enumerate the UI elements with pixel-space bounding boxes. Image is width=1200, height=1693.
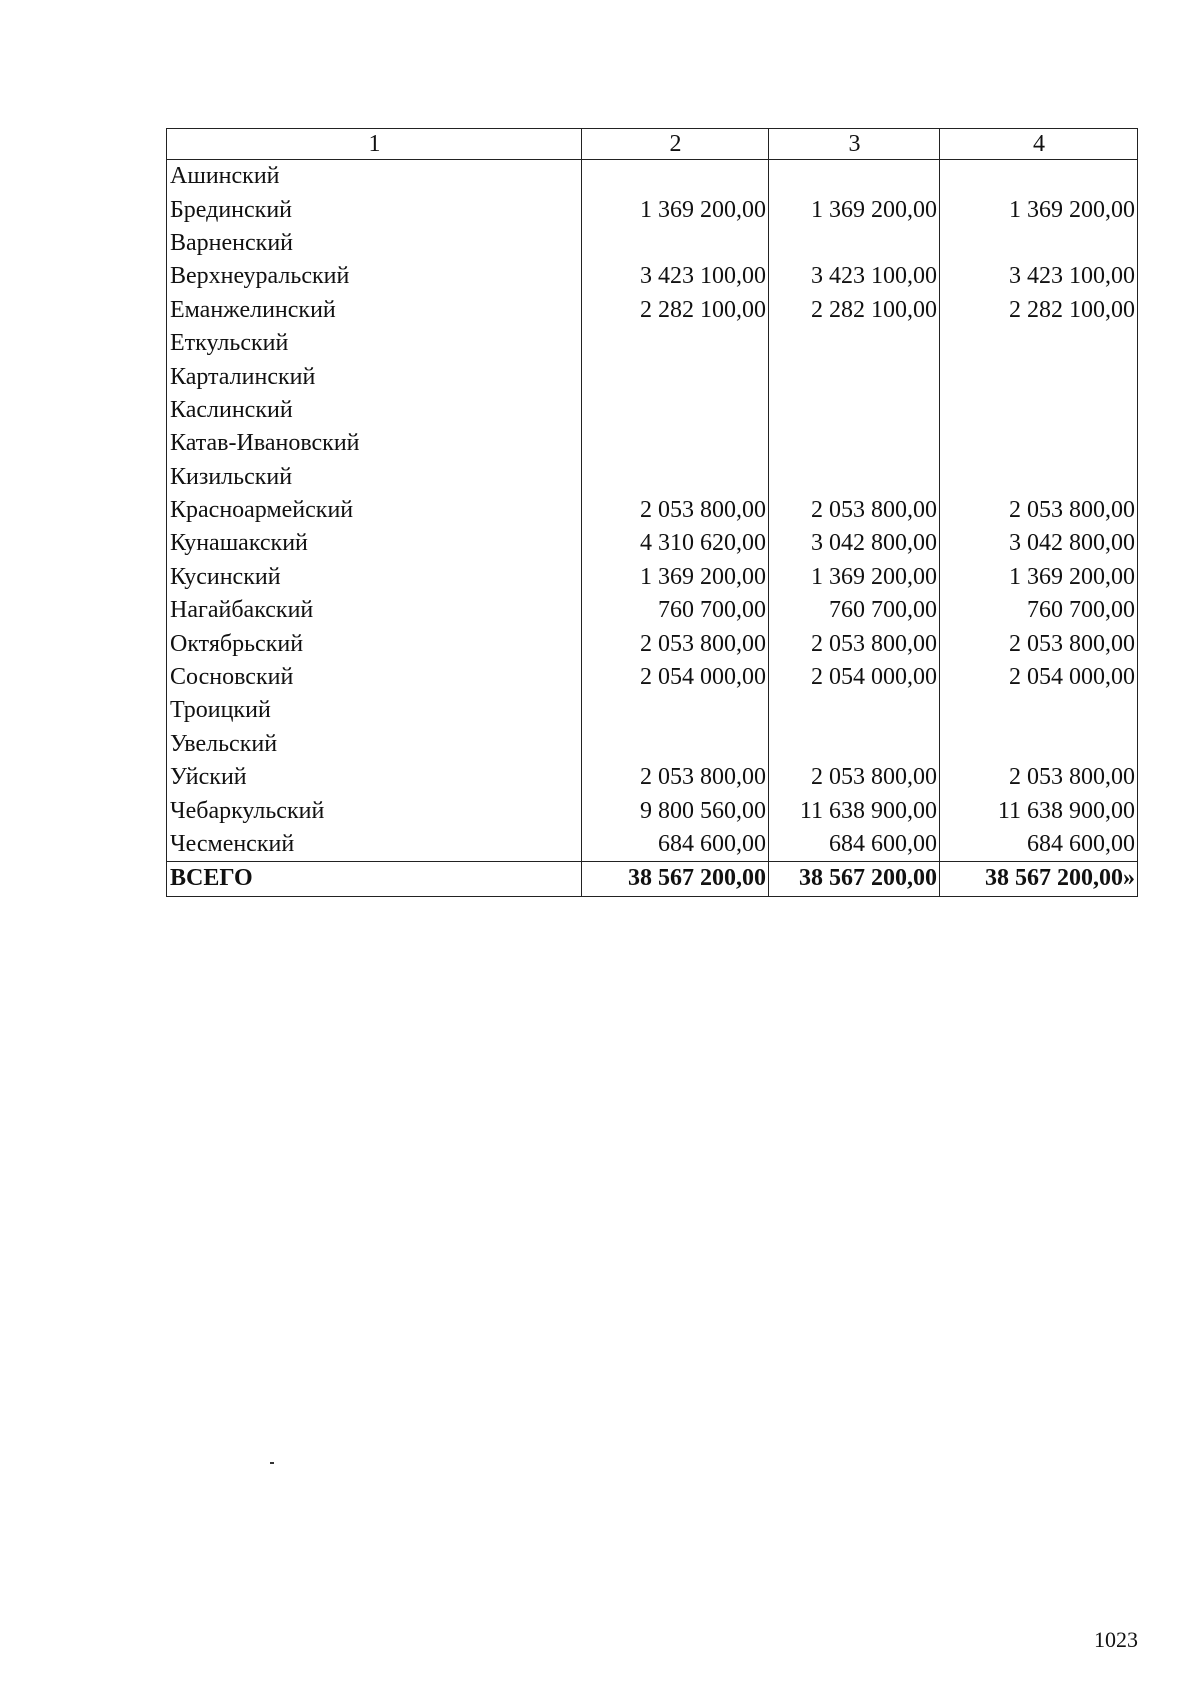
value-cell-col2 <box>582 327 769 360</box>
value-cell-col2 <box>582 461 769 494</box>
table-row <box>167 761 1138 794</box>
value-cell-col4: 2 282 100,00 <box>940 294 1138 327</box>
district-name-cell: Чебаркульский <box>167 794 582 827</box>
value-cell-col2 <box>582 160 769 194</box>
table-row <box>167 327 1138 360</box>
district-name-cell: Нагайбакский <box>167 594 582 627</box>
allocation-table-container <box>166 128 1137 897</box>
value-cell-col4: 3 042 800,00 <box>940 527 1138 560</box>
value-cell-col4 <box>940 327 1138 360</box>
value-cell-col3: 1 369 200,00 <box>769 193 940 226</box>
value-cell-col3: 1 369 200,00 <box>769 561 940 594</box>
value-cell-col4: 684 600,00 <box>940 828 1138 862</box>
value-cell-col2: 2 053 800,00 <box>582 761 769 794</box>
value-cell-col3 <box>769 327 940 360</box>
district-name-cell: Красноармейский <box>167 494 582 527</box>
table-row <box>167 561 1138 594</box>
table-row <box>167 193 1138 226</box>
table-body <box>167 160 1138 862</box>
table-row <box>167 728 1138 761</box>
value-cell-col4: 760 700,00 <box>940 594 1138 627</box>
district-name-cell: Кунашакский <box>167 527 582 560</box>
table-header <box>167 129 1138 160</box>
table-row <box>167 227 1138 260</box>
district-name-cell: Еманжелинский <box>167 294 582 327</box>
value-cell-col3: 2 053 800,00 <box>769 627 940 660</box>
value-cell-col3: 2 053 800,00 <box>769 494 940 527</box>
value-cell-col3: 2 282 100,00 <box>769 294 940 327</box>
value-cell-col3: 11 638 900,00 <box>769 794 940 827</box>
value-cell-col2: 760 700,00 <box>582 594 769 627</box>
value-cell-col4 <box>940 394 1138 427</box>
value-cell-col2 <box>582 360 769 393</box>
district-name-cell: Катав-Ивановский <box>167 427 582 460</box>
table-row <box>167 527 1138 560</box>
value-cell-col3 <box>769 728 940 761</box>
district-name-cell: Брединский <box>167 193 582 226</box>
value-cell-col4 <box>940 461 1138 494</box>
value-cell-col4 <box>940 227 1138 260</box>
district-name-cell: Карталинский <box>167 360 582 393</box>
district-name-cell: Уйский <box>167 761 582 794</box>
value-cell-col4 <box>940 728 1138 761</box>
value-cell-col4 <box>940 160 1138 194</box>
value-cell-col3: 760 700,00 <box>769 594 940 627</box>
value-cell-col3 <box>769 394 940 427</box>
column-header-3: 3 <box>769 129 940 160</box>
table-row <box>167 461 1138 494</box>
district-name-cell: Чесменский <box>167 828 582 862</box>
value-cell-col4 <box>940 360 1138 393</box>
value-cell-col2: 1 369 200,00 <box>582 193 769 226</box>
value-cell-col2 <box>582 427 769 460</box>
district-name-cell: Сосновский <box>167 661 582 694</box>
column-header-4: 4 <box>940 129 1138 160</box>
value-cell-col2: 2 054 000,00 <box>582 661 769 694</box>
table-row <box>167 160 1138 194</box>
header-row <box>167 129 1138 160</box>
value-cell-col4: 11 638 900,00 <box>940 794 1138 827</box>
district-name-cell: Кусинский <box>167 561 582 594</box>
value-cell-col2: 684 600,00 <box>582 828 769 862</box>
value-cell-col3 <box>769 694 940 727</box>
value-cell-col3 <box>769 461 940 494</box>
district-name-cell: Варненский <box>167 227 582 260</box>
district-name-cell: Ашинский <box>167 160 582 194</box>
value-cell-col4: 2 054 000,00 <box>940 661 1138 694</box>
value-cell-col3 <box>769 160 940 194</box>
column-header-2: 2 <box>582 129 769 160</box>
table-row <box>167 494 1138 527</box>
district-name-cell: Увельский <box>167 728 582 761</box>
column-header-1: 1 <box>167 129 582 160</box>
value-cell-col2: 2 053 800,00 <box>582 494 769 527</box>
table-row <box>167 828 1138 862</box>
table-footer <box>167 862 1138 896</box>
total-cell-col3: 38 567 200,00 <box>769 862 940 896</box>
value-cell-col2 <box>582 227 769 260</box>
value-cell-col4 <box>940 427 1138 460</box>
value-cell-col2 <box>582 694 769 727</box>
total-cell-col4: 38 567 200,00» <box>940 862 1138 896</box>
page-number: 1023 <box>1094 1627 1138 1652</box>
scan-speck <box>270 1462 274 1464</box>
value-cell-col2: 2 053 800,00 <box>582 627 769 660</box>
value-cell-col2 <box>582 394 769 427</box>
value-cell-col4: 2 053 800,00 <box>940 761 1138 794</box>
table-row <box>167 694 1138 727</box>
value-cell-col3: 3 423 100,00 <box>769 260 940 293</box>
district-name-cell: Еткульский <box>167 327 582 360</box>
district-name-cell: Троицкий <box>167 694 582 727</box>
value-cell-col3 <box>769 427 940 460</box>
value-cell-col4: 3 423 100,00 <box>940 260 1138 293</box>
value-cell-col3 <box>769 227 940 260</box>
table-row <box>167 627 1138 660</box>
table-row <box>167 294 1138 327</box>
value-cell-col3: 684 600,00 <box>769 828 940 862</box>
value-cell-col4: 2 053 800,00 <box>940 494 1138 527</box>
value-cell-col3: 3 042 800,00 <box>769 527 940 560</box>
value-cell-col2: 1 369 200,00 <box>582 561 769 594</box>
value-cell-col4: 1 369 200,00 <box>940 561 1138 594</box>
table-row <box>167 661 1138 694</box>
table-row <box>167 394 1138 427</box>
district-name-cell: Каслинский <box>167 394 582 427</box>
allocation-table <box>166 128 1138 897</box>
value-cell-col2 <box>582 728 769 761</box>
table-row <box>167 794 1138 827</box>
value-cell-col3 <box>769 360 940 393</box>
value-cell-col3: 2 054 000,00 <box>769 661 940 694</box>
value-cell-col2: 4 310 620,00 <box>582 527 769 560</box>
district-name-cell: Октябрьский <box>167 627 582 660</box>
table-row <box>167 260 1138 293</box>
value-cell-col4: 1 369 200,00 <box>940 193 1138 226</box>
value-cell-col2: 9 800 560,00 <box>582 794 769 827</box>
value-cell-col2: 3 423 100,00 <box>582 260 769 293</box>
value-cell-col4 <box>940 694 1138 727</box>
total-row <box>167 862 1138 896</box>
table-row <box>167 360 1138 393</box>
value-cell-col4: 2 053 800,00 <box>940 627 1138 660</box>
table-row <box>167 594 1138 627</box>
value-cell-col3: 2 053 800,00 <box>769 761 940 794</box>
district-name-cell: Верхнеуральский <box>167 260 582 293</box>
table-row <box>167 427 1138 460</box>
value-cell-col2: 2 282 100,00 <box>582 294 769 327</box>
total-cell-col2: 38 567 200,00 <box>582 862 769 896</box>
total-label: ВСЕГО <box>167 862 582 896</box>
district-name-cell: Кизильский <box>167 461 582 494</box>
